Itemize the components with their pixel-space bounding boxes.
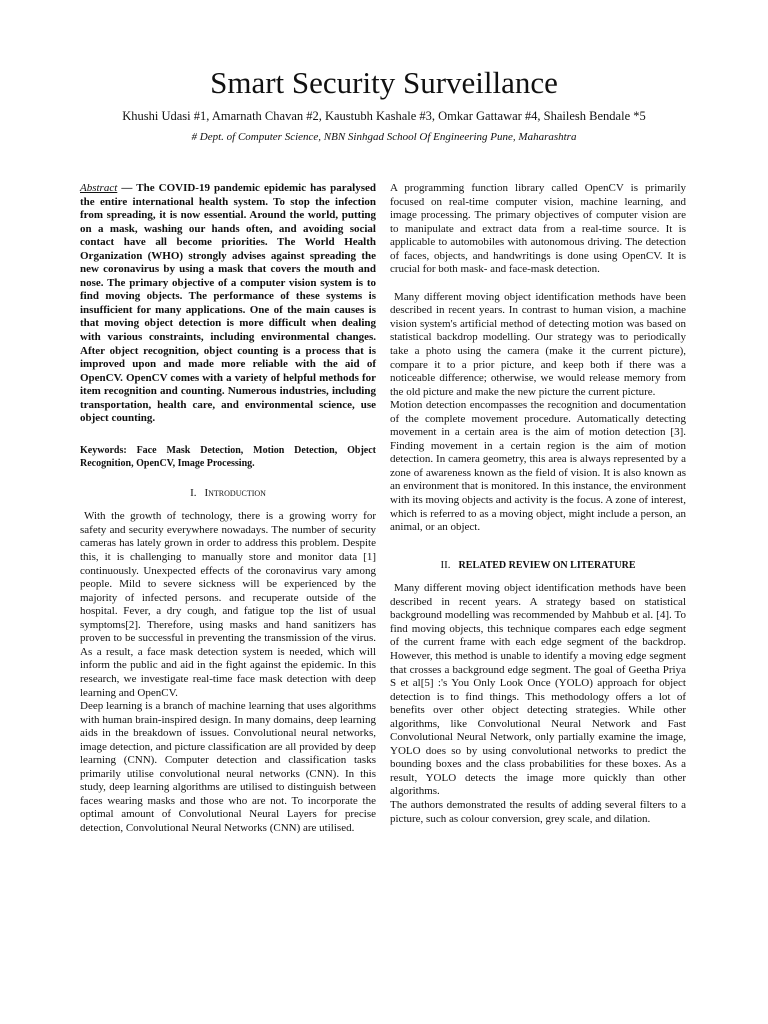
section-heading-related-review: [390, 559, 686, 573]
section-title: Introduction: [204, 486, 266, 499]
section-number: II.: [440, 558, 451, 571]
keywords-text: Face Mask Detection, Motion Detection, Object Recognition, OpenCV, Image Processing.: [80, 444, 376, 470]
right-column: [390, 182, 686, 826]
left-column: [80, 182, 376, 836]
intro-paragraph: Deep learning is a branch of machine learning that uses algorithms with human brain-inspired design. In many domains, deep learning aids in the breakdown of issues. Convolutional neural networks, image detection, and picture classification are all provided by deep learning (CNN). Computer detection and classification tasks primarily utilise convolutional neural networks (CNN). In this study, deep learning algorithms are utilised to distinguish between faces wearing masks and those who are not. To incorporate the optimal amount of Convolutional Neural Layers for precise detection, Convolutional Neural Networks (CNN) are utilised.: [80, 700, 376, 834]
section-number: I.: [190, 486, 197, 499]
intro-paragraph: With the growth of technology, there is a growing worry for safety and security everywhere nowadays. The number of security cameras has lately grown in order to address this problem. Despite this, it is challenging to manually store and monitor data [1] continuously. Unexpected effects of the coronavirus vary among people. Mild to severe sickness will be experienced by the majority of infected persons. and recuperate outside of the hospital. Fever, a dry cough, and fatigue top the list of usual symptoms[2]. Therefore, using masks and hand sanitizers has proven to be successful in preventing the transmission of the virus. As a result, a face mask detection system is needed, which will inform the public and aid in the fight against the epidemic. In this research, we investigate real-time face mask detection with deep learning and OpenCV.: [80, 510, 376, 699]
abstract-label: Abstract: [80, 182, 118, 194]
abstract-dash: —: [117, 182, 137, 194]
affiliation: # Dept. of Computer Science, NBN Sinhgad School Of Engineering Pune, Maharashtra: [191, 131, 577, 143]
abstract-text: The COVID-19 pandemic epidemic has paralysed the entire international health system. To stop the infection from spreading, it is now essential. Around the world, putting on a mask, washing our hands often, and avoiding social contact have all become priorities. The World Health Organization (WHO) strongly advises against spreading the new coronavirus by using a mask that covers the mouth and nose. The primary objective of a computer vision system is to find moving objects. The performance of these systems is insufficient for many applications. One of the main causes is that moving object detection is more difficult when dealing with various constraints, including environmental changes. After object recognition, object counting is a process that is improved upon and made more reliable with the aid of OpenCV. OpenCV comes with a variety of helpful methods for item recognition and counting. Numerous industries, including transportation, health care, and environmental science, use object counting.: [80, 182, 376, 425]
body-paragraph: Motion detection encompasses the recognition and documentation of the complete movement procedure. Automatically detecting movement in a certain area is the aim of motion detection [3]. Finding movement in a certain region is the aim of motion detection. In camera geometry, this area is always represented by a zone of awareness known as the field of vision. It is also known as an environment that is monitored. In this instance, the environment with its moving objects and activity is the focus. A zone of interest, which is referred to as a moving object, might include a person, an animal, or an object.: [390, 399, 686, 534]
abstract: [80, 182, 376, 426]
body-paragraph: A programming function library called OpenCV is primarily focused on real-time computer vision, machine learning, and image processing. The primary objectives of computer vision are to manipulate and extract data from a real-time source. It is applicable to automobiles with autonomous driving. The detection of faces, objects, and handwritings is done using OpenCV. It is crucial for both mask- and face-mask detection.: [390, 182, 686, 276]
author-list: Khushi Udasi #1, Amarnath Chavan #2, Kaustubh Kashale #3, Omkar Gattawar #4, Shailesh Bendale *5: [122, 109, 646, 123]
section-heading-introduction: [80, 487, 376, 501]
related-paragraph: The authors demonstrated the results of adding several filters to a picture, such as colour conversion, grey scale, and dilation.: [390, 798, 686, 825]
body-paragraph: Many different moving object identification methods have been described in recent years. In contrast to human vision, a machine vision system's artificial method of detecting motion was based on statistical backdrop modelling. Our strategy was to periodically take a photo using the camera (make it the current picture), compare it to a prior picture, and keep both if there was a noticeable difference; otherwise, we would release memory from the old picture and make the new picture the current picture.: [390, 290, 686, 398]
related-paragraph: Many different moving object identification methods have been described in recent years. A strategy based on statistical background modelling was recommended by Mahbub et al. [4]. To find moving objects, this technique compares each edge segment of the current frame with each edge segment of the backdrop. However, this method is unable to identify a moving edge segment that crosses a background edge segment. The goal of Geetha Priya S et al[5] :'s You Only Look Once (YOLO) approach for object detection is to find things. This methodology offers a lot of benefits over other object detecting strategies. While other algorithms, like Convolutional Neural Network and Fast Convolutional Neural Network, only partially examine the image, YOLO does so by using convolutional networks to predict the bounding boxes and the class probabilities for these boxes. As a result, YOLO detects the image more quickly than other algorithms.: [390, 582, 686, 798]
paper-title: Smart Security Surveillance: [210, 65, 558, 100]
keywords-label: Keywords:: [80, 444, 127, 456]
keywords: [80, 444, 376, 471]
section-title: RELATED REVIEW ON LITERATURE: [458, 559, 636, 571]
